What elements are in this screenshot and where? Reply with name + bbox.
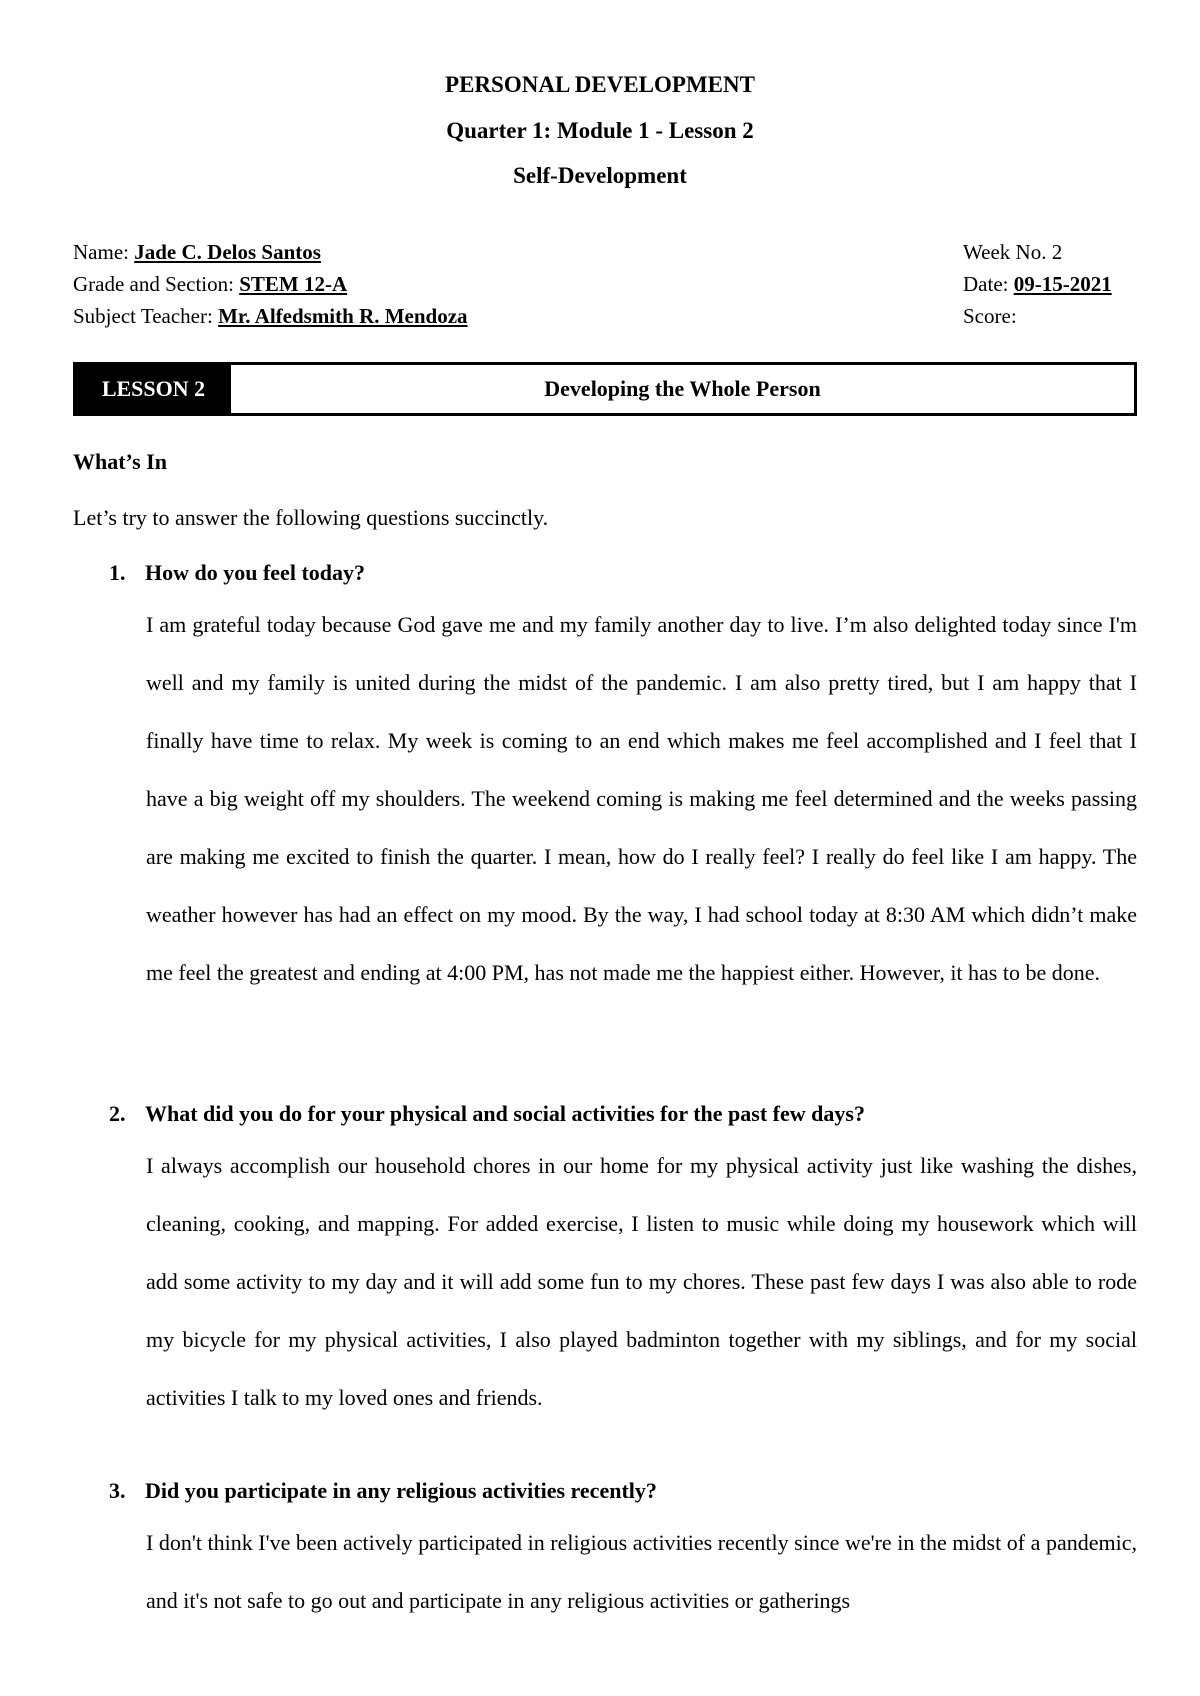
date-label: Date:: [963, 272, 1014, 296]
question-heading: [73, 560, 1137, 586]
teacher-value: Mr. Alfedsmith R. Mendoza: [218, 304, 468, 328]
grade-value: STEM 12-A: [239, 272, 348, 296]
question-number: 1.: [109, 560, 126, 585]
answer-text: I don't think I've been actively participated in religious activities recently since we're in the midst of a pandemic, and it's not safe to go out and participate in any religious activities or gatherings: [146, 1530, 1137, 1613]
lesson-title: Developing the Whole Person: [544, 376, 821, 401]
question-heading: [73, 1101, 1137, 1127]
module-subtitle: Quarter 1: Module 1 - Lesson 2: [446, 118, 754, 143]
name-label: Name:: [73, 240, 135, 264]
lesson-banner: [73, 362, 1137, 416]
name-line: [73, 236, 468, 268]
question-item: [73, 560, 1137, 1002]
answer-text: I am grateful today because God gave me and my family another day to live. I’m also delighted today since I'm well and my family is united during the midst of the pandemic. I am also pretty tired, but I am happy that I finally have time to relax. My week is coming to an end which makes me feel accomplished and I feel that I have a big weight off my shoulders. The weekend coming is making me feel determined and the weeks passing are making me excited to finish the quarter. I mean, how do I really feel? I really do feel like I am happy. The weather however has had an effect on my mood. By the way, I had school today at 8:30 AM which didn’t make me feel the greatest and ending at 4:00 PM, has not made me the happiest either. However, it has to be done.: [146, 612, 1137, 985]
question-heading: [73, 1478, 1137, 1504]
teacher-label: Subject Teacher:: [73, 304, 219, 328]
grade-line: [73, 268, 468, 300]
section-heading: What’s In: [73, 449, 167, 474]
grade-label: Grade and Section:: [73, 272, 240, 296]
question-text: Did you participate in any religious activities recently?: [145, 1478, 657, 1503]
question-item: [73, 1101, 1137, 1427]
topic-title: Self-Development: [513, 163, 687, 188]
question-text: How do you feel today?: [145, 560, 365, 585]
answer-text: I always accomplish our household chores in our home for my physical activity just like washing the dishes, cleaning, cooking, and mapping. For added exercise, I listen to music while doing my housework which will add some activity to my day and it will add some fun to my chores. These past few days I was also able to rode my bicycle for my physical activities, I also played badminton together with my siblings, and for my social activities I talk to my loved ones and friends.: [146, 1153, 1137, 1410]
date-line: [963, 268, 1112, 300]
lesson-tag: LESSON 2: [76, 365, 231, 413]
section-intro: Let’s try to answer the following questions succinctly.: [73, 505, 549, 530]
question-number: 2.: [109, 1101, 126, 1126]
score-line: Score:: [963, 304, 1017, 328]
date-value: 09-15-2021: [1013, 272, 1112, 296]
question-text: What did you do for your physical and social activities for the past few days?: [145, 1101, 865, 1126]
week-info: [963, 236, 1112, 332]
question-number: 3.: [109, 1478, 126, 1503]
question-item: [73, 1478, 1137, 1630]
week-line: Week No. 2: [963, 240, 1063, 264]
name-value: Jade C. Delos Santos: [134, 240, 321, 264]
teacher-line: [73, 300, 468, 332]
student-info: [73, 236, 468, 332]
document-title: PERSONAL DEVELOPMENT: [445, 72, 755, 97]
